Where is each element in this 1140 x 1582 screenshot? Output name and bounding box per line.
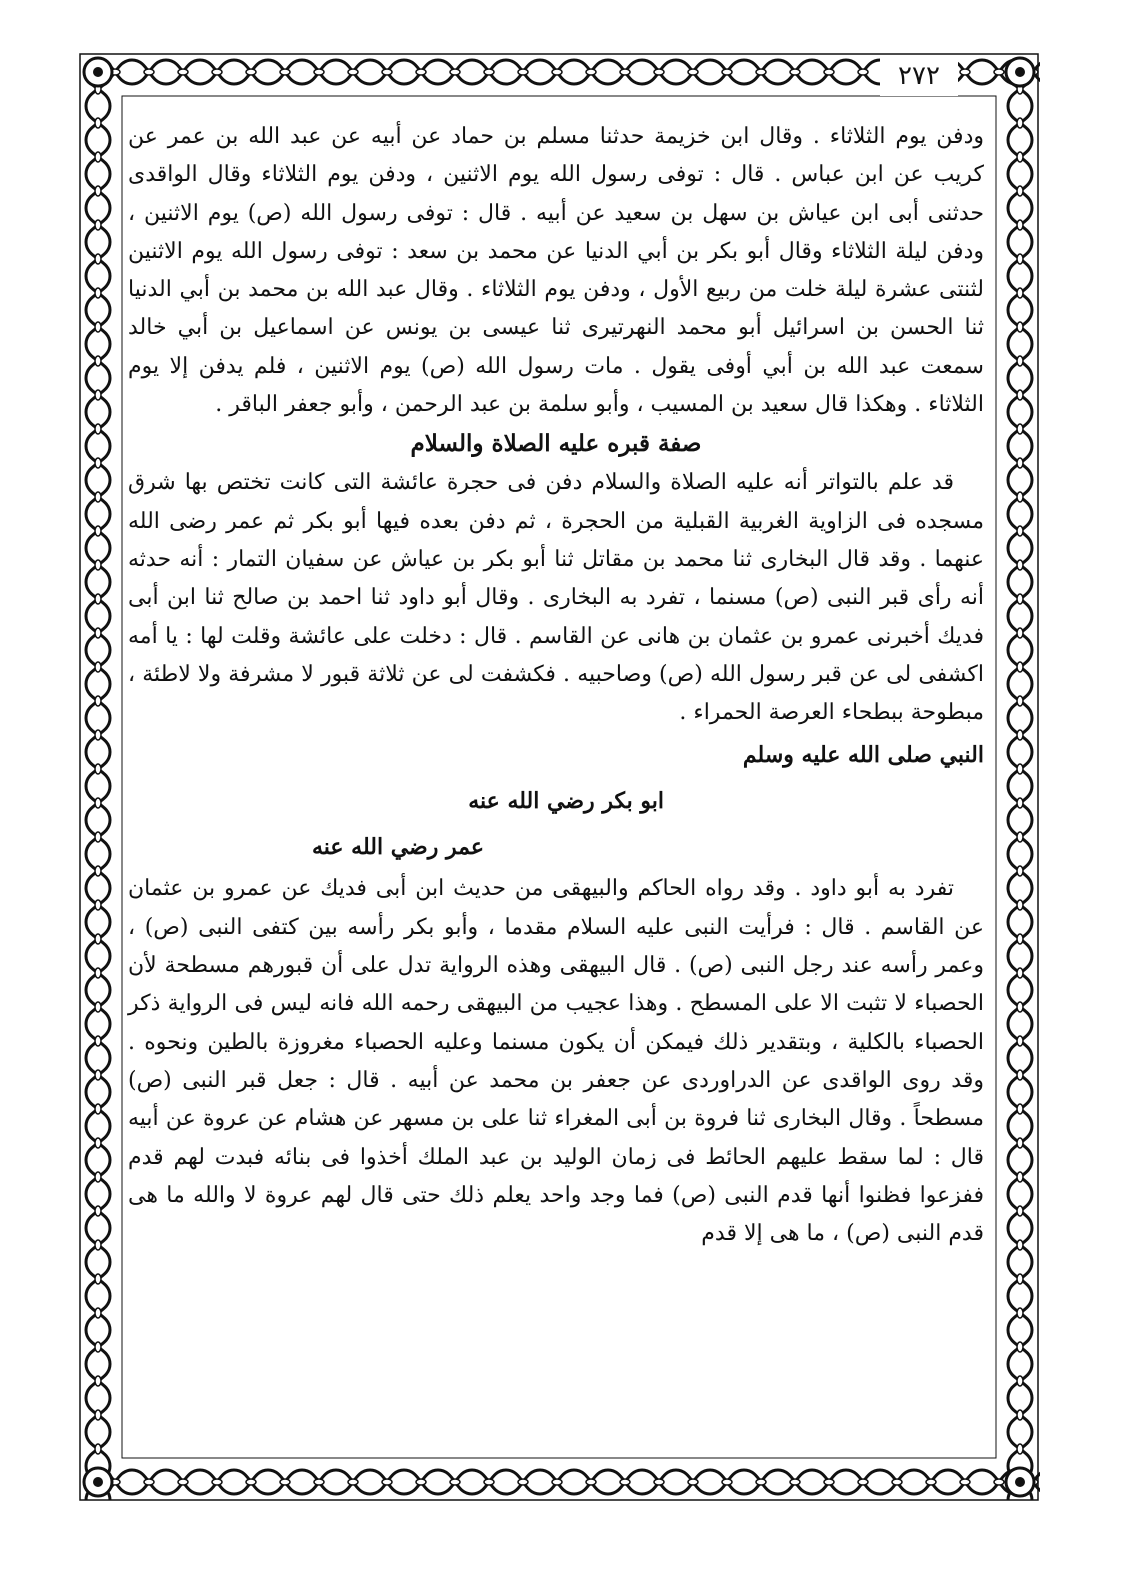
grave-label-prophet: النبي صلى الله عليه وسلم: [742, 742, 984, 769]
paragraph-death-burial: ودفن يوم الثلاثاء . وقال ابن خزيمة حدثنا مسلم بن حماد عن أبيه عن عبد الله بن عمر عن كريب عن ابن عباس . قال : توفى رسول الله يوم الاثنين ، ودفن يوم الثلاثاء وقال الواقدى حدثنى أبى ابن عياش بن سهل بن سعيد عن أبيه . قال : توفى رسول الله (ص) يوم الاثنين ، ودفن ليلة الثلاثاء وقال أبو بكر بن أبي الدنيا عن محمد بن سعد : توفى رسول الله يوم الاثنين لثنتى عشرة ليلة خلت من ربيع الأول ، ودفن يوم الثلاثاء . وقال عبد الله بن محمد بن أبي الدنيا ثنا الحسن بن اسرائيل أبو محمد النهرتيرى ثنا عيسى بن يونس عن اسماعيل بن أبي خالد سمعت عبد الله بن أبي أوفى يقول . مات رسول الله (ص) يوم الاثنين ، فلم يدفن إلا يوم الثلاثاء . وهكذا قال سعيد بن المسيب ، وأبو سلمة بن عبد الرحمن ، وأبو جعفر الباقر .: [128, 124, 984, 418]
page-number: ٢٧٢: [880, 56, 958, 96]
paragraph-grave-description: قد علم بالتواتر أنه عليه الصلاة والسلام دفن فى حجرة عائشة التى كانت تختص بها شرق مسجده فى الزاوية الغربية القبلية من الحجرة ، ثم دفن بعده فيها أبو بكر ثم عمر رضى الله عنهما . وقد قال البخارى ثنا محمد بن مقاتل ثنا أبو بكر بن عياش عن سفيان التمار : أنه حدثه أنه رأى قبر النبى (ص) مسنما ، تفرد به البخارى . وقال أبو داود ثنا احمد بن صالح ثنا ابن أبى فديك أخبرنى عمرو بن عثمان بن هانى عن القاسم . قال : دخلت على عائشة وقلت لها : يا أمه اكشفى لى عن قبر رسول الله (ص) وصاحبيه . فكشفت لى عن ثلاثة قبور لا مشرفة ولا لاطئة ، مبطوحة ببطحاء العرصة الحمراء .: [128, 470, 984, 726]
page-text: [128, 118, 984, 1468]
grave-label-umar: عمر رضي الله عنه: [311, 834, 484, 861]
grave-label-abu-bakr: ابو بكر رضي الله عنه: [468, 788, 664, 815]
section-heading: صفة قبره عليه الصلاة والسلام: [410, 430, 702, 458]
paragraph-narrations: تفرد به أبو داود . وقد رواه الحاكم والبيهقى من حديث ابن أبى فديك عن عمرو بن عثمان عن القاسم . قال : فرأيت النبى عليه السلام مقدما ، وأبو بكر رأسه بين كتفى النبى (ص) ، وعمر رأسه عند رجل النبى (ص) . قال البيهقى وهذه الرواية تدل على أن قبورهم مسطحة لأن الحصباء لا تثبت الا على المسطح . وهذا عجيب من البيهقى رحمه الله فانه ليس فى الرواية ذكر الحصباء بالكلية ، وبتقدير ذلك فيمكن أن يكون مسنما وعليه الحصباء مغروزة بالطين ونحوه . وقد روى الواقدى عن الدراوردى عن جعفر بن محمد عن أبيه . قال : جعل قبر النبى (ص) مسطحاً . وقال البخارى ثنا فروة بن أبى المغراء ثنا على بن مسهر عن هشام عن عروة عن أبيه قال : لما سقط عليهم الحائط فى زمان الوليد بن عبد الملك أخذوا فى بنائه فبدت لهم قدم ففزعوا فظنوا أنها قدم النبى (ص) فما وجد واحد يعلم ذلك حتى قال لهم عروة لا والله ما هى قدم النبى (ص) ، ما هى إلا قدم: [128, 876, 984, 1247]
